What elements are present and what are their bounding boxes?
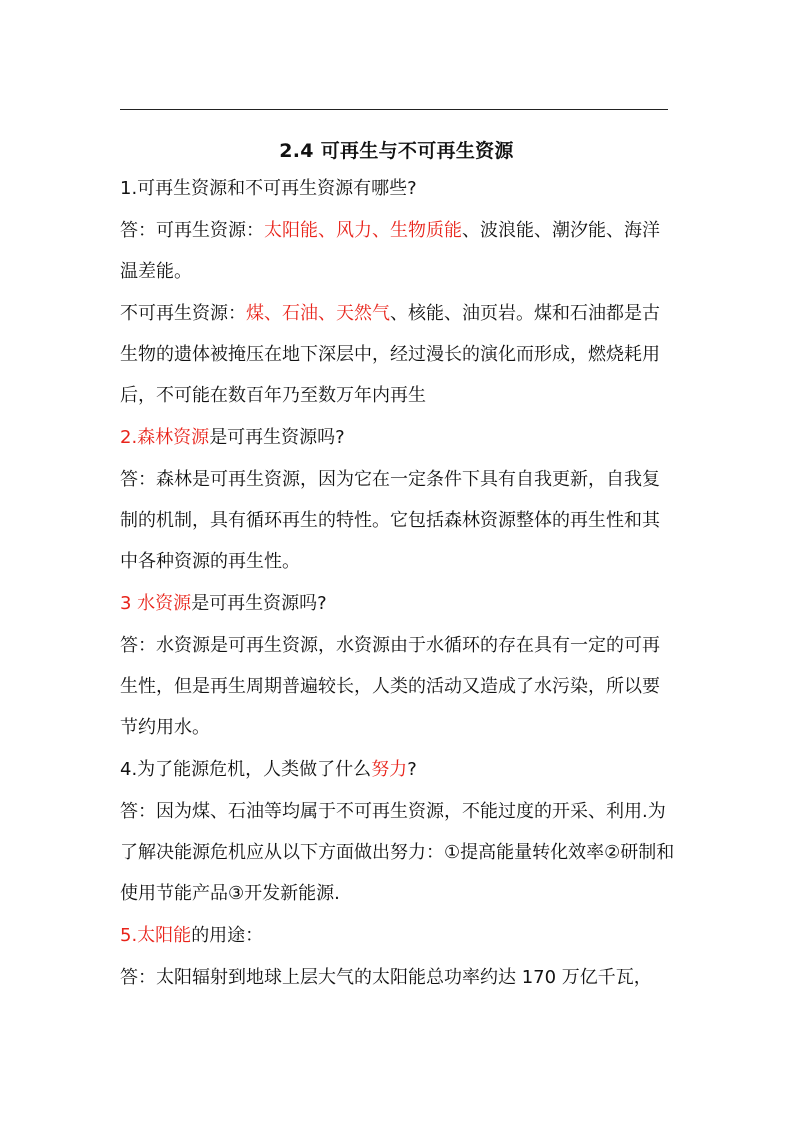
- paragraph: [120, 293, 676, 416]
- paragraph: [120, 583, 676, 624]
- text-run: 答：水资源是可再生资源，水资源由于水循环的存在具有一定的可再生性，但是再生周期普遍较长，人类的活动又造成了水污染，所以要节约用水。: [120, 635, 660, 738]
- page-title: 2.4 可再生与不可再生资源: [279, 140, 514, 162]
- text-run: 、核能、油页岩。煤和石油都是古生物的遗体被掩压在地下深层中，经过漫长的演化而形成，燃烧耗用后，不可能在数百年乃至数万年内再生: [120, 303, 660, 406]
- paragraph: [120, 168, 676, 209]
- text-run: 答：可再生资源：: [120, 220, 264, 241]
- header-rule: [120, 109, 668, 110]
- highlighted-text: 煤、石油、天然气: [246, 303, 390, 324]
- highlighted-text: 2.森林资源: [120, 427, 210, 448]
- text-run: 是可再生资源吗?: [209, 427, 345, 448]
- text-run: 的用途：: [191, 925, 264, 946]
- paragraph: [120, 791, 676, 914]
- document-body: [120, 168, 676, 999]
- text-run: 4.为了能源危机，人类做了什么: [120, 759, 372, 780]
- highlighted-text: 3 水资源: [120, 593, 192, 614]
- text-run: 不可再生资源：: [120, 303, 246, 324]
- paragraph: [120, 625, 676, 748]
- highlighted-text: 5.太阳能: [120, 925, 192, 946]
- paragraph: [120, 957, 676, 998]
- text-run: 是可再生资源吗?: [191, 593, 327, 614]
- text-run: 答：太阳辐射到地球上层大气的太阳能总功率约达 170 万亿千瓦，: [120, 967, 652, 988]
- paragraph: [120, 417, 676, 458]
- paragraph: [120, 915, 676, 956]
- paragraph: [120, 210, 676, 292]
- text-run: 1.可再生资源和不可再生资源有哪些?: [120, 178, 417, 199]
- text-run: ?: [407, 759, 417, 780]
- paragraph: [120, 749, 676, 790]
- highlighted-text: 太阳能、风力、生物质能: [264, 220, 462, 241]
- highlighted-text: 努力: [371, 759, 408, 780]
- text-run: 答：因为煤、石油等均属于不可再生资源，不能过度的开采、利用.为了解决能源危机应从以下方面做出努力：①提高能量转化效率②研制和使用节能产品③开发新能源.: [120, 801, 675, 904]
- text-run: 答：森林是可再生资源，因为它在一定条件下具有自我更新，自我复制的机制，具有循环再生的特性。它包括森林资源整体的再生性和其中各种资源的再生性。: [120, 469, 660, 572]
- paragraph: [120, 459, 676, 582]
- text-run: 、波浪能、潮汐能、海洋温差能。: [120, 220, 660, 282]
